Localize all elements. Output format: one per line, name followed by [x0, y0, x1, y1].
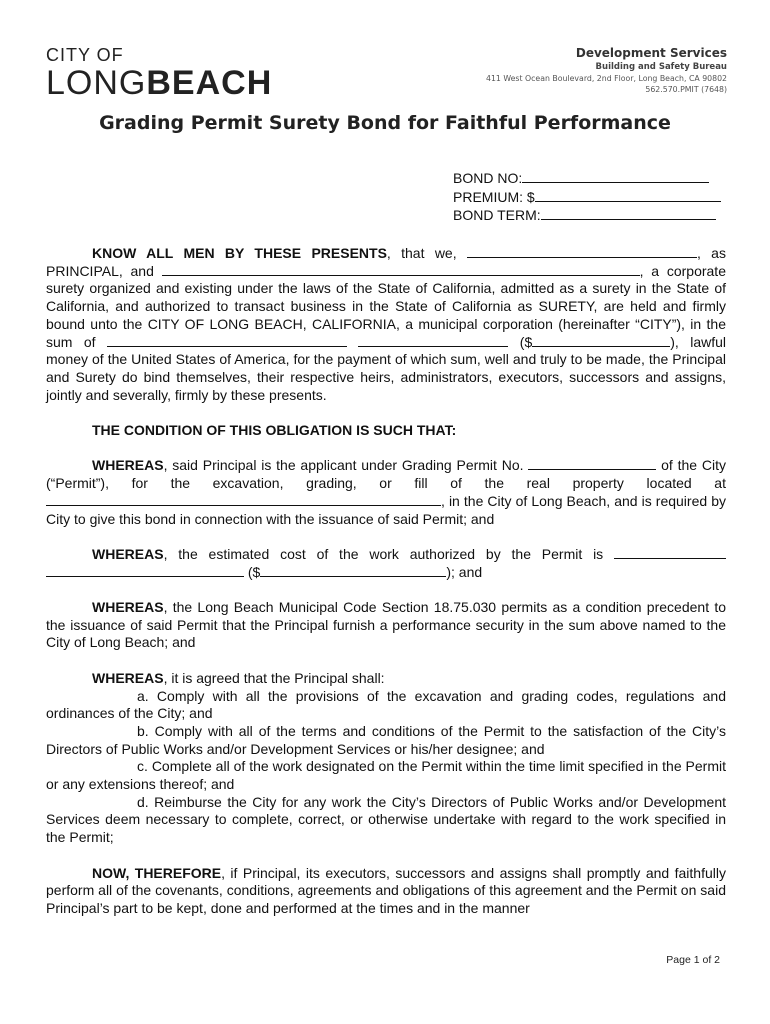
whereas-4-text: , it is agreed that the Principal shall: [163, 669, 385, 686]
whereas-permit-paragraph [46, 457, 726, 528]
whereas-1-text-c: , in the City of Long Beach, and is required by City to give this bond in connection with the issuance of said Permit; and [46, 492, 726, 527]
whereas-2-text-c: ); and [446, 563, 483, 580]
page-number: Page 1 of 2 [666, 954, 720, 966]
logo-city-of: CITY OF [46, 45, 124, 65]
premium-field[interactable] [535, 188, 721, 202]
principal-name-field[interactable] [467, 245, 697, 258]
bond-no-label: BOND NO: [453, 170, 523, 186]
whereas-2-text-a: , the estimated cost of the work authorized by the Permit is [163, 545, 614, 562]
item-b: b. Comply with all of the terms and conditions of the Permit to the satisfaction of the City’s Directors of Public Works and/or Development Services or his/her designee; and [46, 722, 726, 757]
premium-label: PREMIUM: $ [453, 188, 535, 205]
department-phone: 562.570.PMIT (7648) [645, 85, 727, 94]
estimated-cost-amount-field[interactable] [260, 564, 446, 577]
whereas-2: WHEREAS [92, 545, 164, 562]
city-logo [46, 46, 272, 100]
item-d: d. Reimburse the City for any work the City’s Directors of Public Works and/or Development Services deem necessary to complete, correct, or otherwise undertake with regard to the work specified in the Permit; [46, 793, 726, 846]
whereas-agreed-paragraph [46, 670, 726, 688]
whereas-3: WHEREAS [92, 599, 164, 615]
whereas-2-text-b: ($ [244, 563, 261, 580]
now-therefore-lead: NOW, THEREFORE [92, 864, 222, 881]
grading-permit-no-field[interactable] [528, 457, 656, 470]
whereas-cost-paragraph [46, 546, 726, 581]
whereas-1-text-a: , said Principal is the applicant under Grading Permit No. [163, 457, 529, 474]
bond-term-label: BOND TERM: [453, 207, 541, 223]
bond-no-row [453, 169, 721, 188]
logo-long: LONG [46, 64, 147, 102]
sum-amount-field[interactable] [532, 334, 670, 347]
item-c: c. Complete all of the work designated on the Permit within the time limit specified in the Permit or any extensions thereof; and [46, 758, 726, 793]
whereas-code-paragraph [46, 599, 726, 652]
know-text-3: , a corporate surety organized and existing under the laws of the State of California, admitted as a surety in the State of California, and authorized to transact business in the State of California as SURETY, are held and firmly bound unto the CITY OF LONG BEACH, CALIFORNIA, a municipal corporation (hereinafter “CITY”), in the sum of [46, 262, 726, 350]
whereas-3-text: , the Long Beach Municipal Code Section 18.75.030 permits as a condition precedent to the issuance of said Permit that the Principal furnish a performance security in the sum above named to the City of Long Beach; and [46, 599, 726, 651]
condition-heading [46, 422, 726, 440]
know-text-5: ), lawful money of the United States of America, for the payment of which sum, well and truly to be made, the Principal and Surety do bind themselves, their respective heirs, administrators, executors, successors and assigns, jointly and severally, firmly by these presents. [46, 333, 727, 403]
estimated-cost-words-field[interactable] [614, 546, 726, 559]
estimated-cost-words-field-2[interactable] [46, 564, 244, 577]
whereas-4: WHEREAS [92, 669, 164, 686]
now-therefore-text: , if Principal, its executors, successors and assigns shall promptly and faithfully perform all of the covenants, conditions, agreements and obligations of this agreement and the Permit on said Principal’s part to be kept, done and performed at the times and in the manner [46, 864, 726, 916]
know-all-men-lead: KNOW ALL MEN BY THESE PRESENTS [92, 245, 387, 261]
department-address: 411 West Ocean Boulevard, 2nd Floor, Long Beach, CA 90802 [485, 74, 727, 83]
premium-row [453, 188, 721, 207]
document-title: Grading Permit Surety Bond for Faithful Performance [99, 112, 671, 134]
property-location-field[interactable] [46, 493, 441, 506]
whereas-1: WHEREAS [92, 457, 164, 474]
bond-term-field[interactable] [541, 206, 716, 220]
logo-long-beach [46, 66, 272, 100]
now-therefore-paragraph [46, 865, 726, 918]
surety-name-field[interactable] [162, 263, 640, 276]
sum-words-field-2[interactable] [358, 334, 508, 347]
item-a: a. Comply with all the provisions of the excavation and grading codes, regulations and ordinances of the City; and [46, 687, 726, 722]
know-text-1: , that we, [386, 245, 467, 261]
bond-no-field[interactable] [522, 169, 709, 183]
whereas-1-text-b: of the City (“Permit”), for the excavation, grading, or fill of the real property located at [46, 457, 727, 492]
condition-text: THE CONDITION OF THIS OBLIGATION IS SUCH THAT: [92, 422, 457, 439]
bureau-name: Building and Safety Bureau [595, 62, 727, 72]
know-text-4: ($ [508, 333, 533, 350]
bond-info [453, 169, 721, 225]
know-all-men-paragraph [46, 245, 726, 404]
know-text-2: , as PRINCIPAL, and [46, 245, 726, 279]
document-body [46, 245, 726, 918]
sum-words-field[interactable] [107, 334, 347, 347]
department-block [486, 46, 727, 95]
logo-beach: BEACH [146, 64, 273, 102]
department-name: Development Services [575, 46, 727, 60]
bond-term-row [453, 206, 721, 225]
